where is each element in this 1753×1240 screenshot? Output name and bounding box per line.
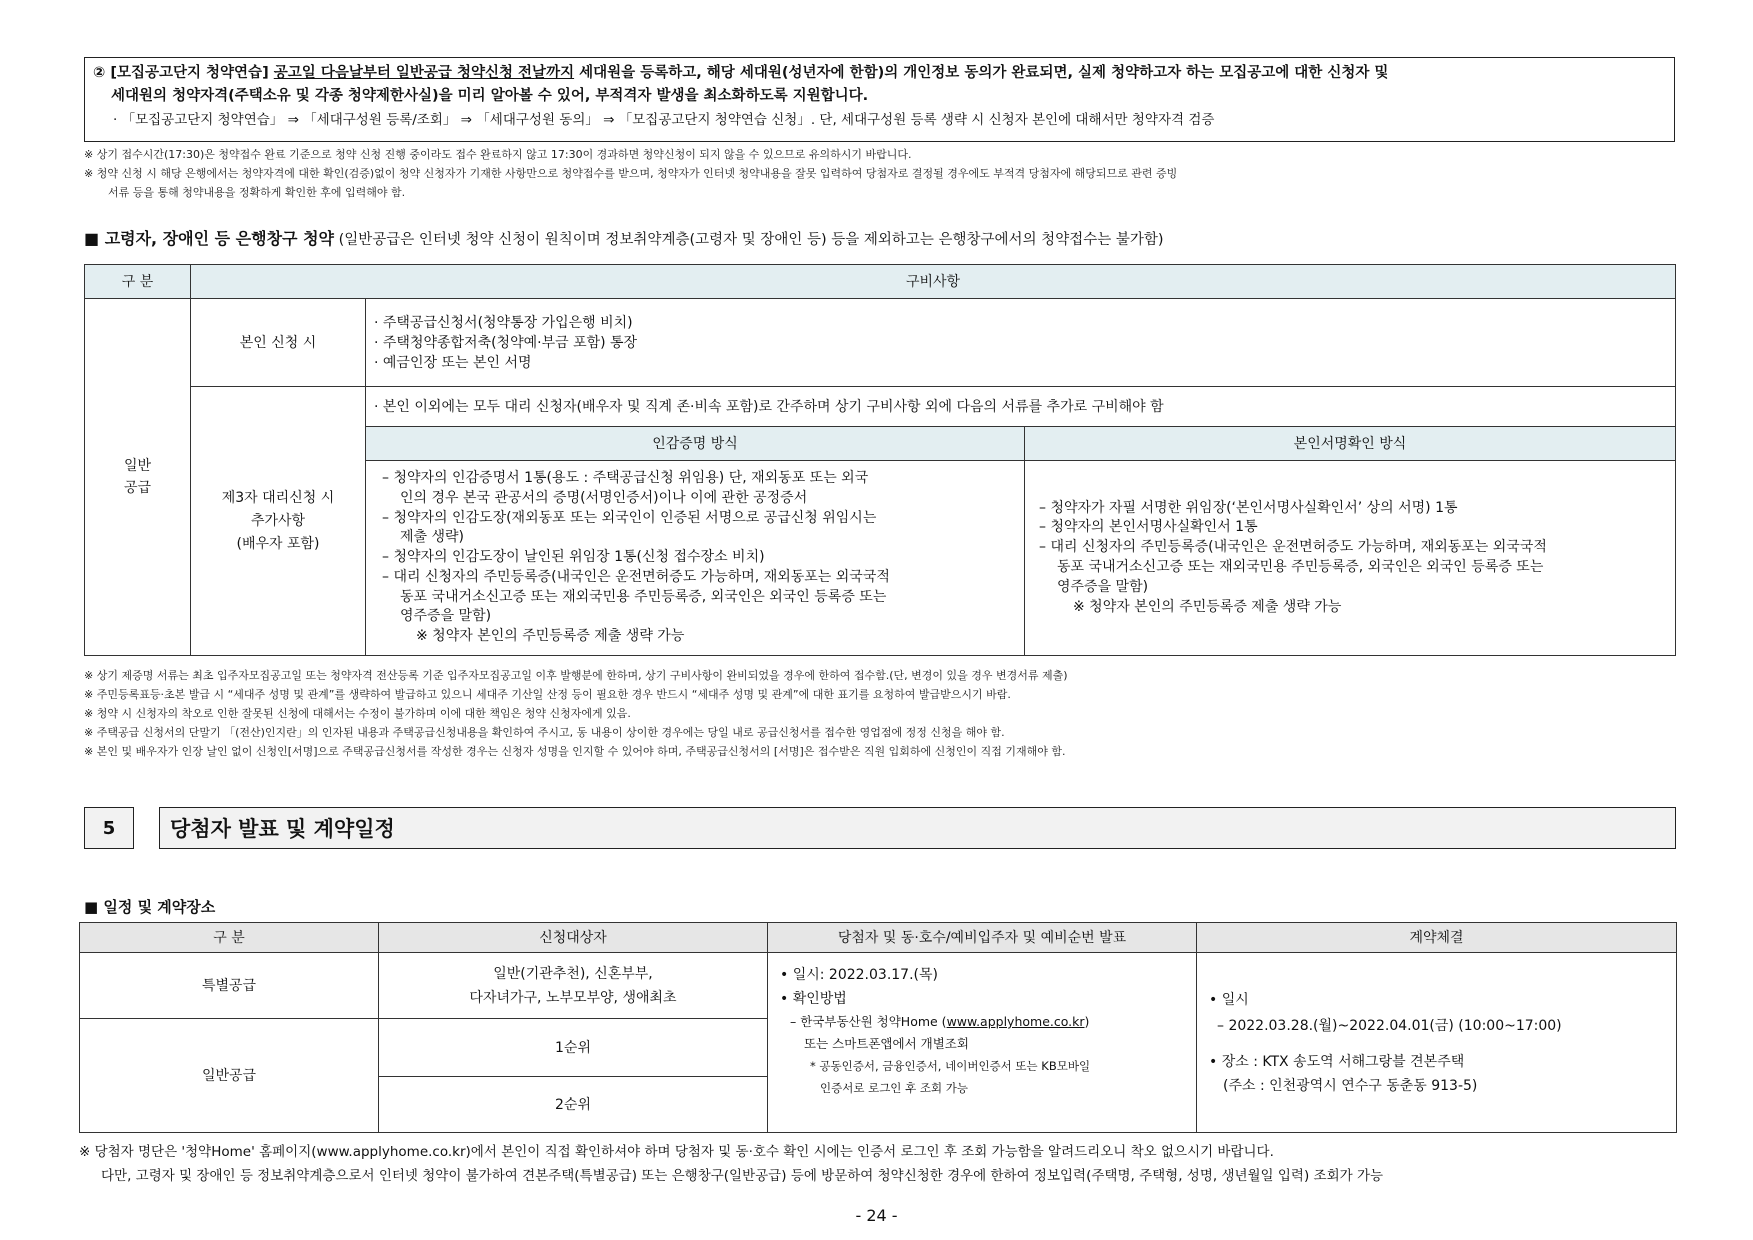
seal-item: – 대리 신청자의 주민등록증(내국인은 운전면허증도 가능하며, 재외동포는 외국국적 (382, 568, 890, 585)
sign-method-header: 본인서명확인 방식 (1025, 427, 1676, 461)
note-top-3: 서류 등을 통해 청약내용을 정확하게 확인한 후에 입력해야 함. (108, 186, 406, 199)
seal-item: – 청약자의 인감도장이 날인된 위임장 1통(신청 접수장소 비치) (382, 549, 765, 566)
header-docs: 구비사항 (191, 265, 1676, 299)
seal-method-header: 인감증명 방식 (366, 427, 1025, 461)
schedule-table (79, 922, 1677, 1133)
note-mid-3: ※ 청약 시 신청자의 착오로 인한 잘못된 신청에 대해서는 수정이 불가하며 이에 대한 책임은 청약 신청자에게 있음. (84, 707, 631, 720)
sign-item: 영주증을 말함) (1057, 578, 1149, 595)
announce-date: • 일시: 2022.03.17.(목) (780, 967, 938, 983)
announcement-cell (768, 953, 1197, 1133)
practice-line-1 (93, 62, 1666, 85)
announce-detail-1 (780, 1011, 1184, 1033)
seal-item: – 청약자의 인감도장(재외동포 또는 외국인이 인증된 서명으로 공급신청 위임시는 (382, 509, 877, 526)
practice-line-3: · 「모집공고단지 청약연습」 ⇒ 「세대구성원 등록/조회」 ⇒ 「세대구성원 동의」 ⇒ 「모집공고단지 청약연습 신청」. 단, 세대구성원 등록 생략 시 신청자 본인에 대해서만 청약자격 검증 (113, 112, 1215, 128)
seal-item: – 청약자의 인감증명서 1통(용도 : 주택공급신청 위임용) 단, 재외동포 또는 외국 (382, 469, 869, 486)
note-mid-1: ※ 상기 제증명 서류는 최초 입주자모집공고일 또는 청약자격 전산등록 기준 입주자모집공고일 이후 발행분에 한하며, 상기 구비사항이 완비되었을 경우에 한하여 접수함.(단, 변경이 있을 경우 변경서류 제출) (84, 669, 1068, 682)
note-top-1: ※ 상기 접수시간(17:30)은 청약접수 완료 기준으로 청약 신청 진행 중이라도 접수 완료하지 않고 17:30이 경과하면 청약신청이 되지 않을 수 있으므로 유의하시기 바랍니다. (84, 148, 912, 161)
seal-item: 동포 국내거소신고증 또는 재외국민용 주민등록증, 외국인은 외국인 등록증 또는 (400, 588, 887, 605)
schedule-header-contract: 계약체결 (1197, 923, 1677, 953)
announce-detail-close: ) (1084, 1014, 1090, 1029)
sign-method-items (1025, 461, 1676, 656)
self-item: · 예금인장 또는 본인 서명 (374, 354, 532, 371)
bank-section-title: ■ 고령자, 장애인 등 은행창구 청약 (84, 229, 334, 248)
note-mid-2: ※ 주민등록표등·초본 발급 시 “세대주 성명 및 관계”를 생략하여 발급하고 있으니 세대주 기산일 산정 등이 필요한 경우 반드시 “세대주 성명 및 관계”에 대한 표기를 요청하여 발급받으시기 바람. (84, 688, 1011, 701)
special-targets-line: 일반(기관추천), 신혼부부, (493, 965, 653, 982)
page-number: - 24 - (855, 1206, 898, 1225)
proxy-intro: · 본인 이외에는 모두 대리 신청자(배우자 및 직계 존·비속 포함)로 간주하며 상기 구비사항 외에 다음의 서류를 추가로 구비해야 함 (366, 387, 1676, 427)
announce-detail-2: 또는 스마트폰앱에서 개별조회 (804, 1036, 969, 1051)
seal-item: 인의 경우 본국 관공서의 증명(서명인증서)이나 이에 관한 공정증서 (400, 489, 808, 506)
seal-item: 제출 생략) (400, 529, 465, 546)
contract-address: (주소 : 인천광역시 연수구 동춘동 913-5) (1223, 1077, 1478, 1094)
proxy-label-2: 추가사항 (250, 512, 306, 529)
announce-detail-3: * 공동인증서, 금융인증서, 네이버인증서 또는 KB모바일 (810, 1059, 1091, 1073)
seal-item: 영주증을 말함) (400, 608, 492, 625)
practice-period: 공고일 다음날부터 일반공급 청약신청 전날까지 (273, 65, 575, 81)
bank-requirements-table (84, 264, 1676, 656)
sign-item: 동포 국내거소신고증 또는 재외국민용 주민등록증, 외국인은 외국인 등록증 또는 (1057, 559, 1544, 575)
special-supply-cell: 특별공급 (80, 953, 379, 1019)
proxy-application-label (191, 387, 366, 656)
sign-item: – 청약자의 본인서명사실확인서 1통 (1039, 519, 1258, 536)
rank2-cell: 2순위 (379, 1077, 768, 1133)
proxy-label-3: (배우자 포함) (236, 535, 320, 552)
schedule-header-announcement: 당첨자 및 동·호수/예비입주자 및 예비순번 발표 (768, 923, 1197, 953)
general-supply-cell: 일반공급 (80, 1019, 379, 1133)
contract-place: • 장소 : KTX 송도역 서해그랑블 견본주택 (1209, 1053, 1465, 1070)
announce-detail-text: – 한국부동산원 청약Home ( (790, 1014, 947, 1029)
general-supply-cell: 일반 공급 (85, 299, 191, 656)
section-title: 당첨자 발표 및 계약일정 (159, 807, 1676, 849)
special-targets-cell (379, 953, 768, 1019)
schedule-heading: ■ 일정 및 계약장소 (84, 898, 216, 916)
announce-detail-4: 인증서로 로그인 후 조회 가능 (820, 1081, 968, 1095)
bank-section-heading (84, 226, 1164, 249)
practice-line-2: 세대원의 청약자격(주택소유 및 각종 청약제한사실)을 미리 알아볼 수 있어, 부적격자 발생을 최소화하도록 지원합니다. (111, 88, 869, 104)
self-application-items (366, 299, 1676, 387)
self-item: · 주택공급신청서(청약통장 가입은행 비치) (374, 314, 633, 331)
self-application-label: 본인 신청 시 (191, 299, 366, 387)
note-mid-4: ※ 주택공급 신청서의 단말기 「(전산)인지란」의 인자된 내용과 주택공급신청내용을 확인하여 주시고, 동 내용이 상이한 경우에는 당일 내로 공급신청서를 접수한 영업점에 정정 신청을 해야 함. (84, 726, 1005, 739)
practice-prefix: ② [모집공고단지 청약연습] (93, 65, 274, 81)
announce-method: • 확인방법 (780, 991, 847, 1007)
sign-item: ※ 청약자 본인의 주민등록증 제출 생략 가능 (1073, 598, 1342, 615)
header-category: 구 분 (85, 265, 191, 299)
bank-section-subtitle: (일반공급은 인터넷 청약 신청이 원칙이며 정보취약계층(고령자 및 장애인 등) 등을 제외하고는 은행창구에서의 청약접수는 불가함) (333, 232, 1164, 248)
self-item: · 주택청약종합저축(청약예·부금 포함) 통장 (374, 334, 638, 351)
note-mid-5: ※ 본인 및 배우자가 인장 날인 없이 신청인[서명]으로 주택공급신청서를 작성한 경우는 신청자 성명을 인지할 수 있어야 하며, 주택공급신청서의 [서명]은 접수받은 직원 입회하에 신청인이 직접 기재해야 함. (84, 745, 1066, 758)
note-top-2: ※ 청약 신청 시 해당 은행에서는 청약자격에 대한 확인(검증)없이 청약 신청자가 기재한 사항만으로 청약접수를 받으며, 청약자가 인터넷 청약내용을 잘못 입력하여 당첨자로 결정될 경우에도 부적격 당첨자에 해당되므로 관련 증빙 (84, 167, 1178, 180)
practice-suffix: 세대원을 등록하고, 해당 세대원(성년자에 한함)의 개인정보 동의가 완료되면, 실제 청약하고자 하는 모집공고에 대한 신청자 및 (574, 65, 1389, 81)
contract-cell (1197, 953, 1677, 1133)
seal-method-items (366, 461, 1025, 656)
seal-item: ※ 청약자 본인의 주민등록증 제출 생략 가능 (416, 628, 685, 645)
rank1-cell: 1순위 (379, 1019, 768, 1077)
practice-box (84, 57, 1675, 142)
contract-date-label: • 일시 (1209, 991, 1249, 1008)
footer-note-1: ※ 당첨자 명단은 '청약Home' 홈페이지(www.applyhome.co.kr)에서 본인이 직접 확인하셔야 하며 당첨자 및 동·호수 확인 시에는 인증서 로그인 후 조회 가능함을 알려드리오니 착오 없으시기 바랍니다. (79, 1144, 1274, 1160)
contract-date: – 2022.03.28.(월)~2022.04.01(금) (10:00~17:00) (1217, 1017, 1562, 1034)
sign-item: – 대리 신청자의 주민등록증(내국인은 운전면허증도 가능하며, 재외동포는 외국국적 (1039, 539, 1547, 556)
applyhome-link[interactable]: www.applyhome.co.kr (946, 1014, 1085, 1029)
section-number: 5 (84, 807, 134, 849)
footer-note-2: 다만, 고령자 및 장애인 등 정보취약계층으로서 인터넷 청약이 불가하여 견본주택(특별공급) 또는 은행창구(일반공급) 등에 방문하여 청약신청한 경우에 한하여 정보입력(주택명, 주택형, 성명, 생년월일 입력) 조회가 가능 (101, 1168, 1384, 1184)
sign-item: – 청약자가 자필 서명한 위임장(‘본인서명사실확인서’ 상의 서명) 1통 (1039, 499, 1458, 516)
special-targets-line: 다자녀가구, 노부모부양, 생애최초 (469, 989, 677, 1006)
schedule-header-targets: 신청대상자 (379, 923, 768, 953)
schedule-header-category: 구 분 (80, 923, 379, 953)
proxy-label-1: 제3자 대리신청 시 (221, 489, 335, 506)
